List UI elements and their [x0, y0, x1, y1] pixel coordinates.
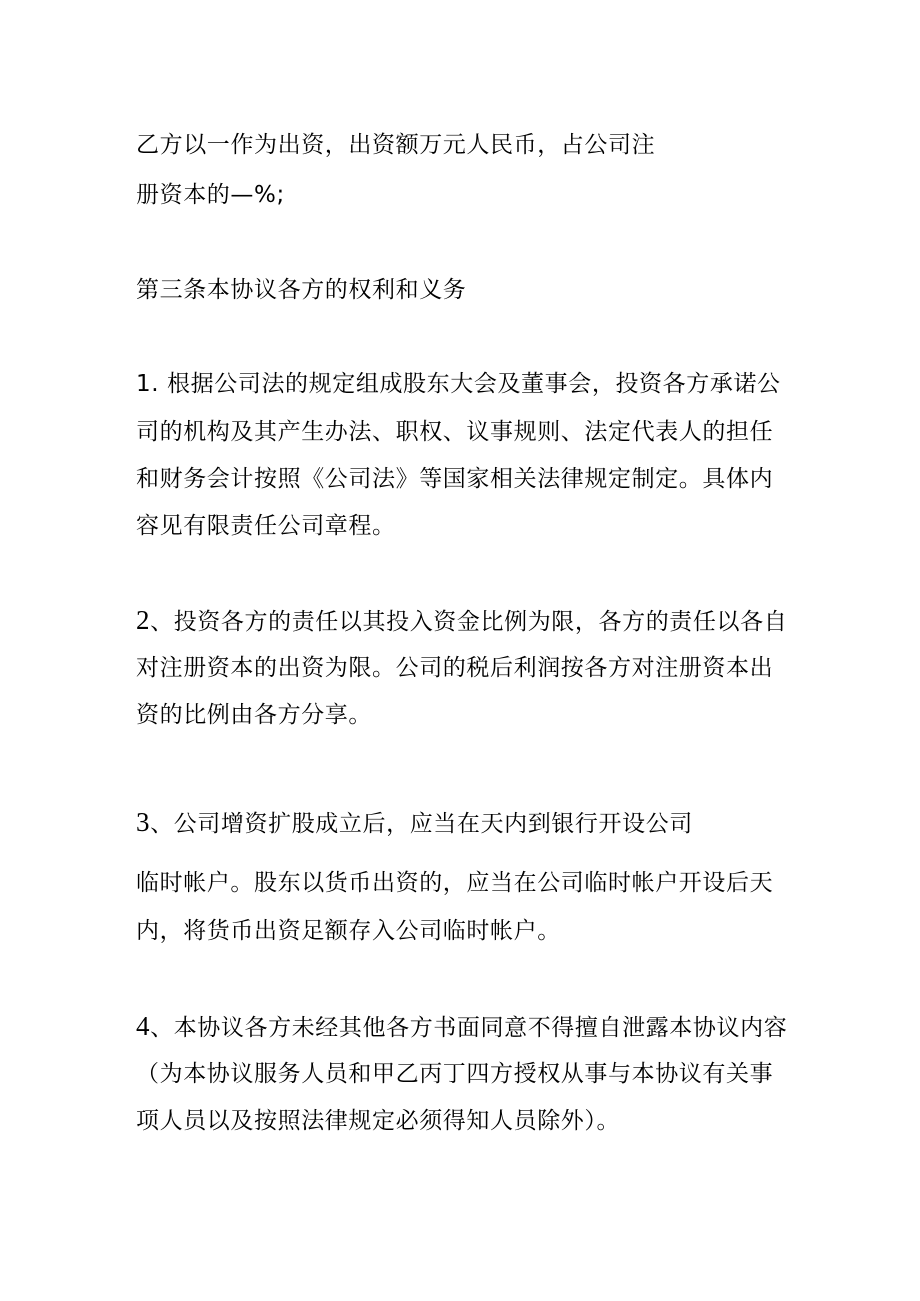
clause-3-line-2: 临时帐户。股东以货币出资的，应当在公司临时帐户开设后天: [136, 870, 774, 896]
clause-2-line-1: [136, 605, 787, 637]
clause-2-number: 2: [136, 605, 151, 635]
clause-4-line-1: [136, 1011, 787, 1043]
clause-3-line-3: 内，将货币出资足额存入公司临时帐户。: [136, 918, 561, 944]
clause-1-line-1: 1. 根据公司法的规定组成股东大会及董事会，投资各方承诺公: [136, 371, 781, 397]
clause-1-line-4: 容见有限责任公司章程。: [136, 513, 396, 539]
clause-1-line-2: 司的机构及其产生办法、职权、议事规则、法定代表人的担任: [136, 419, 774, 445]
clause-2-text: 、投资各方的责任以其投入资金比例为限，各方的责任以各自: [150, 609, 788, 635]
clause-2-line-3: 资的比例由各方分享。: [136, 702, 372, 728]
clause-3-text: 、公司增资扩股成立后，应当在天内到银行开设公司: [150, 811, 693, 837]
clause-2-line-2: 对注册资本的出资为限。公司的税后利润按各方对注册资本出: [136, 655, 774, 681]
article-heading: 第三条本协议各方的权利和义务: [136, 277, 467, 303]
clause-4-line-3: 项人员以及按照法律规定必须得知人员除外）。: [136, 1108, 621, 1134]
clause-1-line-3: 和财务会计按照《公司法》等国家相关法律规定制定。具体内: [136, 466, 774, 492]
capital-line-1: 乙方以一作为出资，出资额万元人民币，占公司注: [136, 132, 656, 158]
clause-4-number: 4: [136, 1011, 151, 1041]
clause-3-number: 3: [136, 807, 151, 837]
clause-3-line-1: [136, 807, 693, 839]
capital-line-2: 册资本的—%;: [136, 182, 285, 208]
clause-4-line-2: （为本协议服务人员和甲乙丙丁四方授权从事与本协议有关事: [136, 1061, 774, 1087]
clause-4-text: 、本协议各方未经其他各方书面同意不得擅自泄露本协议内容: [150, 1015, 788, 1041]
